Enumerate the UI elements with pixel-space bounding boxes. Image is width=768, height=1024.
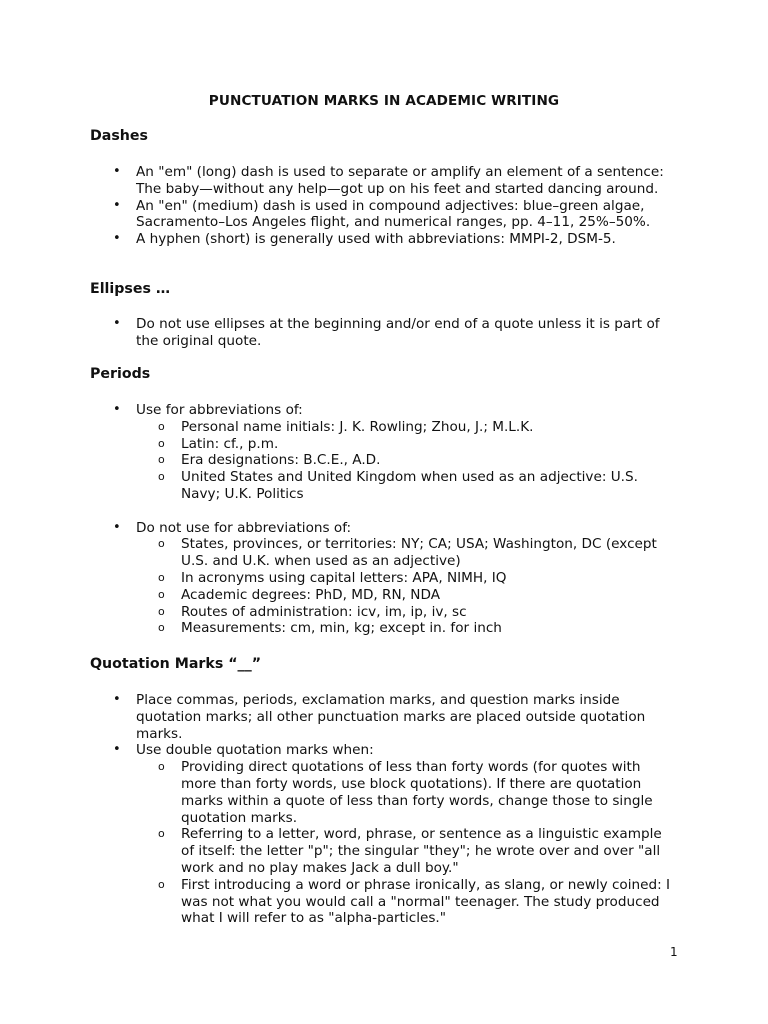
list-item: • An "em" (long) dash is used to separate or amplify an element of a sentence: The baby—without any help—got up on his feet and started dancing around. bbox=[0, 164, 664, 198]
sub-list bbox=[136, 419, 664, 503]
list-item: • Do not use ellipses at the beginning and/or end of a quote unless it is part of the original quote. bbox=[0, 316, 664, 350]
quotation-marks-list bbox=[0, 692, 768, 927]
list-item-text: Use double quotation marks when: bbox=[136, 742, 374, 759]
page-number: 1 bbox=[670, 945, 678, 959]
document-title: PUNCTUATION MARKS IN ACADEMIC WRITING bbox=[208, 93, 560, 109]
sub-list-item: o Academic degrees: PhD, MD, RN, NDA bbox=[136, 587, 679, 604]
sub-list-item: o Personal name initials: J. K. Rowling; Zhou, J.; M.L.K. bbox=[136, 419, 679, 436]
sub-list-item: o Referring to a letter, word, phrase, or sentence as a linguistic example of itself: the letter "p"; the singular "they"; he wrote over and over "all work and no play makes Jack a dull boy." bbox=[136, 826, 679, 876]
sub-list-item: o States, provinces, or territories: NY; CA; USA; Washington, DC (except U.S. and U.K. when used as an adjective) bbox=[136, 536, 679, 570]
sub-list-item: o Providing direct quotations of less than forty words (for quotes with more than forty words, use block quotations). If there are quotation marks within a quote of less than forty words, change those to single quotation marks. bbox=[136, 759, 679, 826]
list-item: • Place commas, periods, exclamation marks, and question marks inside quotation marks; all other punctuation marks are placed outside quotation marks. bbox=[0, 692, 664, 742]
heading-ellipses: Ellipses … bbox=[90, 281, 171, 297]
sub-list-item: o Routes of administration: icv, im, ip, iv, sc bbox=[136, 604, 679, 621]
heading-periods: Periods bbox=[90, 366, 151, 382]
heading-quotation-marks: Quotation Marks “__” bbox=[90, 656, 262, 672]
list-item bbox=[0, 520, 664, 638]
ellipses-list bbox=[0, 316, 768, 350]
periods-list bbox=[0, 402, 768, 637]
sub-list-item: o Era designations: B.C.E., A.D. bbox=[136, 452, 679, 469]
sub-list-item: o Latin: cf., p.m. bbox=[136, 436, 679, 453]
list-item: • A hyphen (short) is generally used with abbreviations: MMPI-2, DSM-5. bbox=[0, 231, 664, 248]
sub-list bbox=[136, 759, 671, 927]
sub-list bbox=[136, 536, 664, 637]
sub-list-item: o United States and United Kingdom when used as an adjective: U.S. Navy; U.K. Politics bbox=[136, 469, 679, 503]
list-item bbox=[0, 402, 664, 503]
list-item-text: Do not use for abbreviations of: bbox=[136, 519, 352, 536]
list-item: • An "en" (medium) dash is used in compound adjectives: blue–green algae, Sacramento–Los Angeles flight, and numerical ranges, pp. 4–11, 25%–50%. bbox=[0, 198, 664, 232]
heading-dashes: Dashes bbox=[90, 128, 148, 144]
sub-list-item: o First introducing a word or phrase ironically, as slang, or newly coined: I was not what you would call a "normal" teenager. The study produced what I will refer to as "alpha-particles." bbox=[136, 877, 679, 927]
dashes-list bbox=[0, 164, 768, 248]
sub-list-item: o In acronyms using capital letters: APA, NIMH, IQ bbox=[136, 570, 679, 587]
sub-list-item: o Measurements: cm, min, kg; except in. for inch bbox=[136, 620, 679, 637]
list-spacer bbox=[0, 503, 768, 520]
list-item-text: Use for abbreviations of: bbox=[136, 402, 303, 418]
list-item bbox=[0, 742, 671, 927]
